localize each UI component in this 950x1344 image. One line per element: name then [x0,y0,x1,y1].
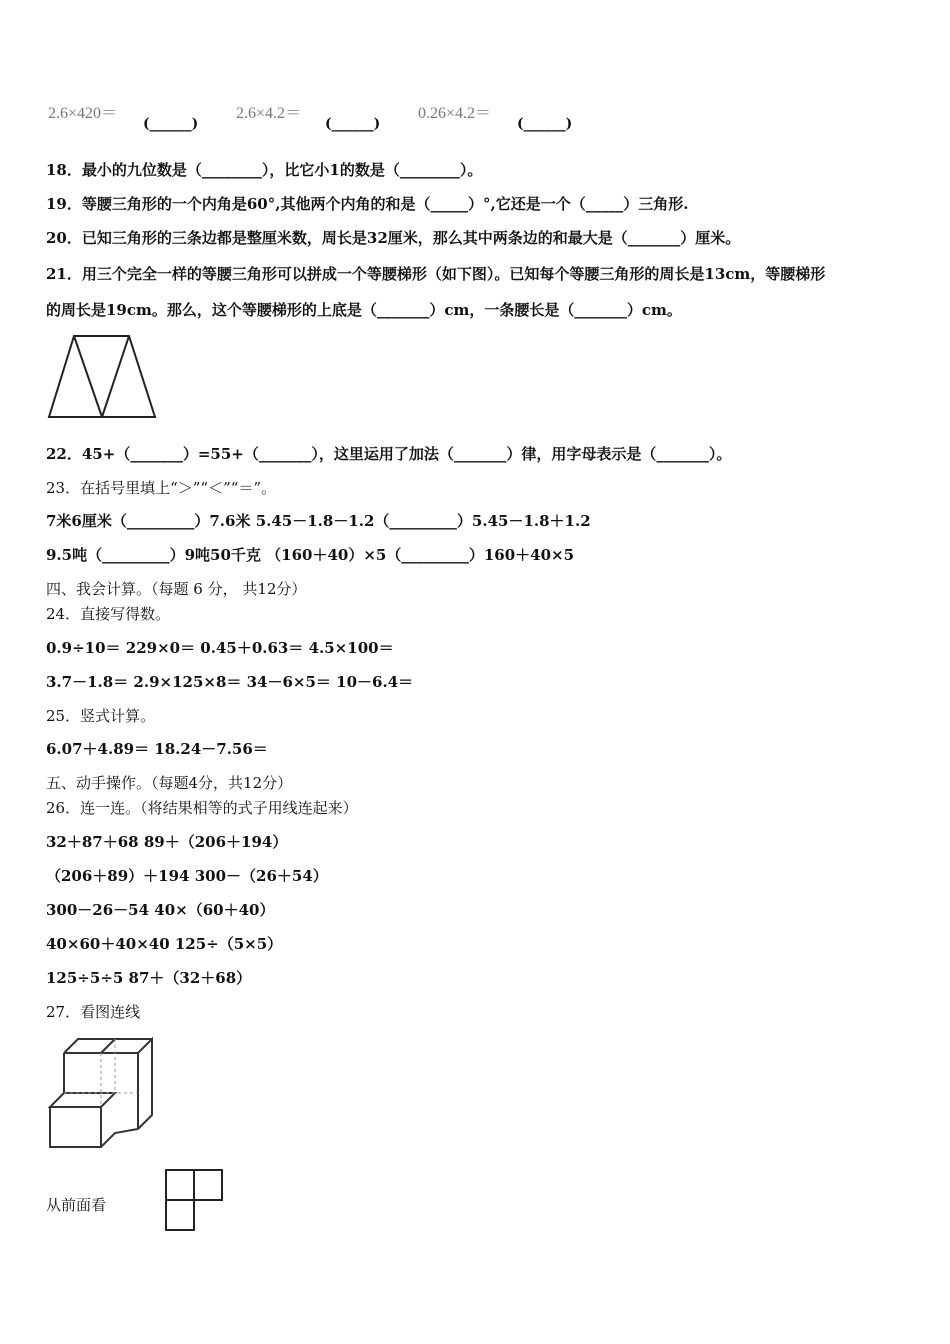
question-24-row1: 0.9÷10＝ 229×0＝ 0.45＋0.63＝ 4.5×100＝ [46,639,394,657]
question-26-row3: 300－26－54 40×（60＋40） [46,901,275,919]
question-27-title: 27．看图连线 [46,1003,141,1021]
section-5-heading: 五、动手操作。（每题4分，共12分） [46,774,293,792]
question-21-line1: 21．用三个完全一样的等腰三角形可以拼成一个等腰梯形（如下图）。已知每个等腰三角形的周长是13cm，等腰梯形 [46,265,826,283]
top-blank-2: (______) [325,116,381,132]
cube-stack-figure [44,1033,160,1153]
top-blank-3: (______) [517,116,573,132]
trapezoid-inner-right [102,336,129,417]
front-view-figure [164,1168,226,1234]
section-4-heading: 四、我会计算。（每题 6 分， 共12分） [46,580,307,598]
question-24-title: 24．直接写得数。 [46,605,171,623]
question-25-title: 25．竖式计算。 [46,707,156,725]
question-26-row5: 125÷5÷5 87＋（32＋68） [46,969,252,987]
top-expr-2: 2.6×4.2＝ [236,105,302,122]
trapezoid-outline [49,336,155,417]
question-23-row2: 9.5吨（_________）9吨50千克 （160＋40）×5（_________）160＋40×5 [46,546,575,564]
question-23-title: 23．在括号里填上“＞”“＜”“＝”。 [46,479,277,497]
question-26-row4: 40×60＋40×40 125÷（5×5） [46,935,283,953]
question-26-row1: 32＋87＋68 89＋（206＋194） [46,833,288,851]
question-20: 20．已知三角形的三条边都是整厘米数，周长是32厘米，那么其中两条边的和最大是（_______）厘米。 [46,229,741,247]
question-22: 22．45+（_______）=55+（_______），这里运用了加法（_______）律，用字母表示是（_______）。 [46,445,732,463]
top-blank-1: (______) [143,116,199,132]
question-25-row1: 6.07＋4.89＝ 18.24－7.56＝ [46,740,268,758]
top-expr-1: 2.6×420＝ [48,105,118,122]
question-26-row2: （206＋89）＋194 300－（26＋54） [46,867,328,885]
question-26-title: 26．连一连。（将结果相等的式子用线连起来） [46,799,358,817]
question-23-row1: 7米6厘米（_________）7.6米 5.45－1.8－1.2（_________）5.45－1.8＋1.2 [46,512,591,530]
front-view-label: 从前面看 [46,1196,107,1214]
trapezoid-inner-left [74,336,102,417]
top-expr-3: 0.26×4.2＝ [418,105,492,122]
question-18: 18．最小的九位数是（________），比它小1的数是（________）。 [46,161,483,179]
question-19: 19．等腰三角形的一个内角是60°,其他两个内角的和是（_____）°,它还是一个（_____）三角形. [46,195,689,213]
trapezoid-figure [46,330,162,420]
question-24-row2: 3.7－1.8＝ 2.9×125×8＝ 34－6×5＝ 10－6.4＝ [46,673,414,691]
question-21-line2: 的周长是19cm。那么，这个等腰梯形的上底是（_______）cm，一条腰长是（_______）cm。 [46,301,682,319]
